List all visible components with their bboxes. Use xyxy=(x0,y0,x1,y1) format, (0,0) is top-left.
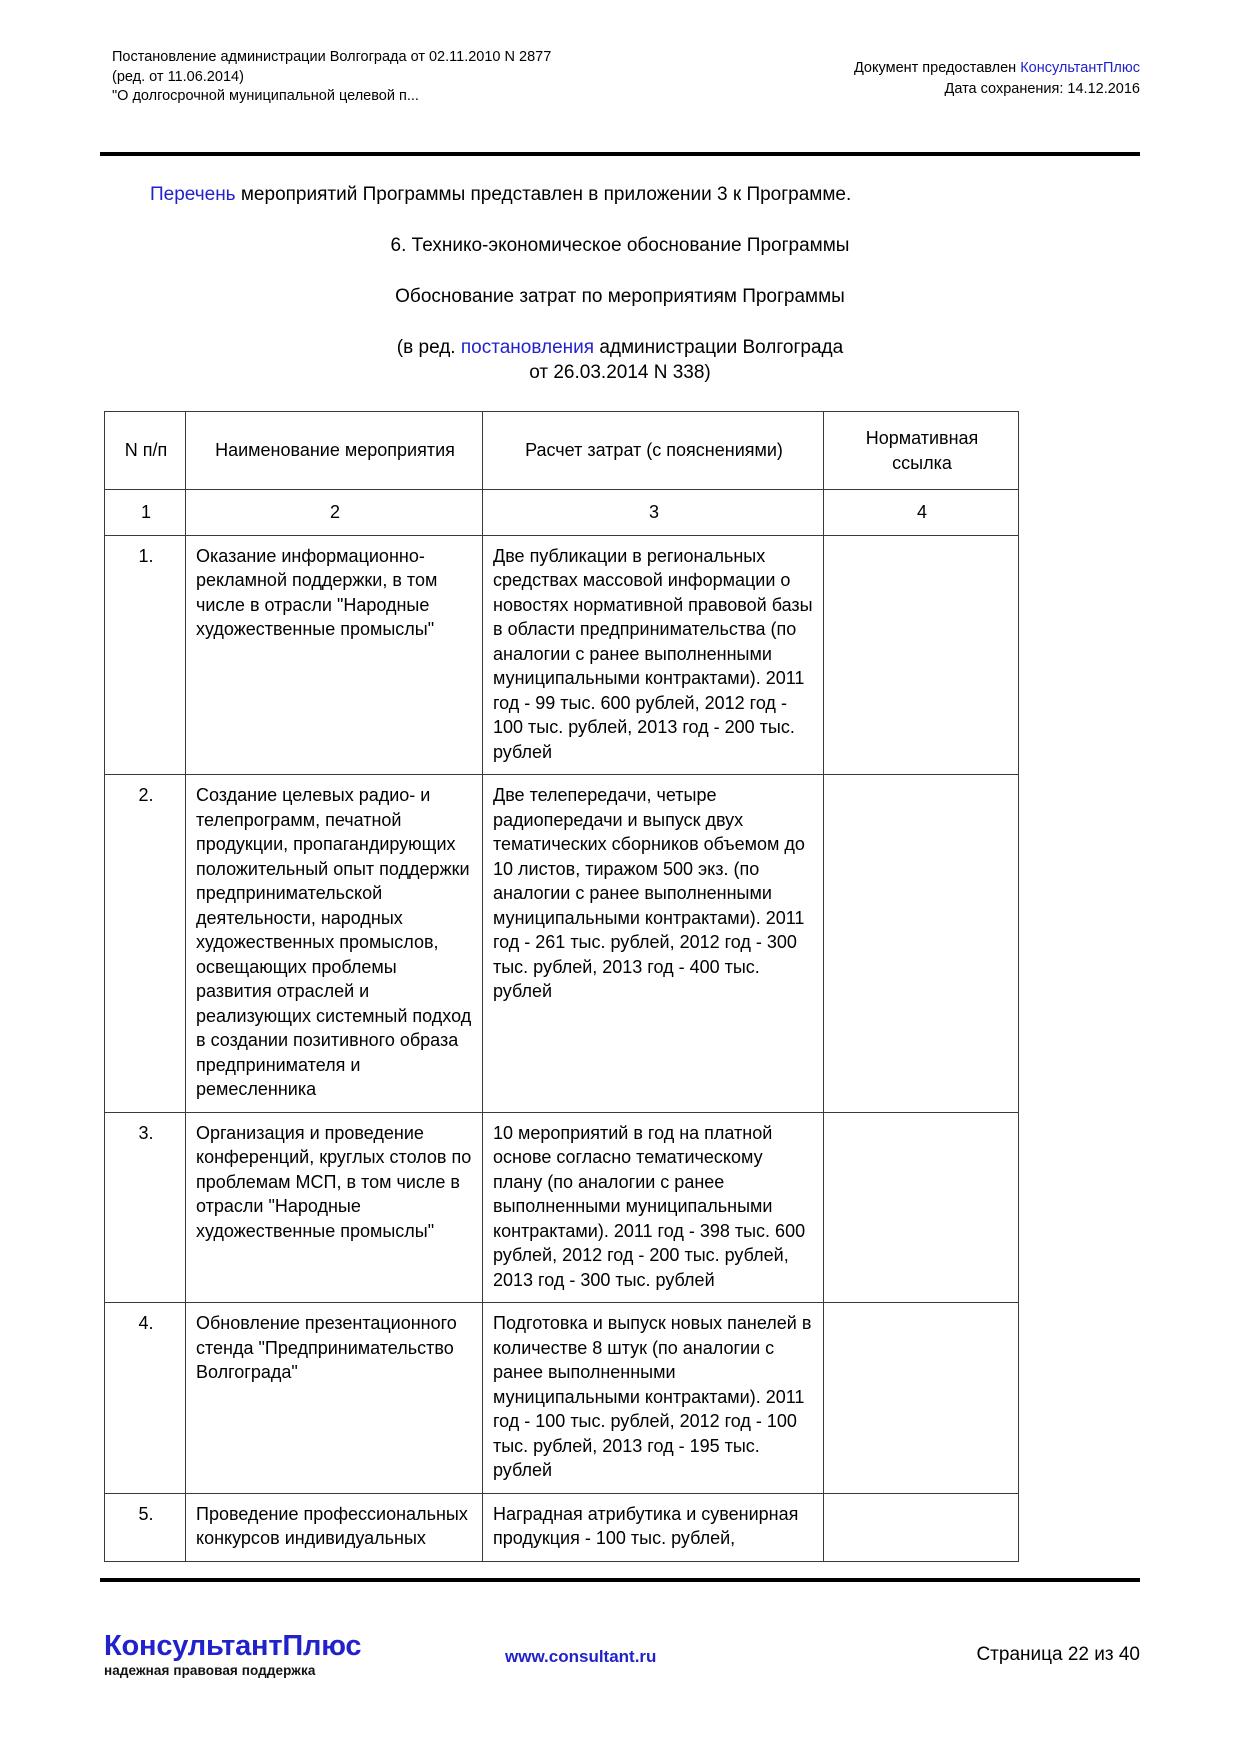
table-head xyxy=(105,412,1019,536)
measure-name-cell: Обновление презентационного стенда "Предпринимательство Волгограда" xyxy=(186,1303,483,1494)
table-column-number-row xyxy=(105,490,1019,536)
column-header-cost-calc: Расчет затрат (с пояснениями) xyxy=(483,412,824,490)
provided-by-prefix: Документ предоставлен xyxy=(853,60,1021,76)
normative-reference-cell xyxy=(824,1493,1019,1561)
document-provider-block xyxy=(620,58,1140,100)
column-header-normative-ref: Нормативная ссылка xyxy=(824,412,1019,490)
cost-calculation-cell: Две публикации в региональных средствах массовой информации о новостях нормативной правовой базы в области предпринимательства (по аналогии с ранее выполненными муниципальными контрактами). 2011 год - 99 тыс. 600 рублей, 2012 год - 100 тыс. рублей, 2013 год - 200 тыс. рублей xyxy=(483,535,824,775)
footer-divider-rule xyxy=(100,1578,1140,1582)
section-heading: 6. Технико-экономическое обоснование Программы xyxy=(390,235,850,256)
document-running-header xyxy=(0,48,1240,118)
measure-name-cell: Создание целевых радио- и телепрограмм, печатной продукции, пропагандирующих положительный опыт поддержки предпринимательской деятельности, народных художественных промыслов, освещающих проблемы развития отраслей и реализующих системный подход в создании позитивного образа предпринимателя и ремесленника xyxy=(186,775,483,1113)
table-row xyxy=(105,1303,1019,1494)
normative-reference-cell xyxy=(824,775,1019,1113)
consultant-logo-main: КонсультантПлюс xyxy=(104,1630,362,1662)
consultant-website-link[interactable]: www.consultant.ru xyxy=(505,1647,657,1666)
section-subheading: Обоснование затрат по мероприятиям Программы xyxy=(395,286,845,307)
measure-name-cell: Проведение профессиональных конкурсов индивидуальных xyxy=(186,1493,483,1561)
consultant-logo xyxy=(104,1630,361,1680)
amendment-prefix: (в ред. xyxy=(396,337,461,358)
doc-title-line-2: (ред. от 11.06.2014) xyxy=(112,68,244,85)
intro-paragraph xyxy=(100,172,1140,207)
row-number-cell: 4. xyxy=(105,1303,186,1494)
postanovleniya-link[interactable]: постановления xyxy=(460,337,595,358)
column-header-number: N п/п xyxy=(105,412,186,490)
header-divider-rule xyxy=(100,152,1140,156)
doc-title-line-3: "О долгосрочной муниципальной целевой п... xyxy=(112,88,419,104)
row-number-cell: 1. xyxy=(105,535,186,775)
column-number-4: 4 xyxy=(824,490,1019,536)
row-number-cell: 2. xyxy=(105,775,186,1113)
column-number-1: 1 xyxy=(105,490,186,536)
cost-calculation-cell: Подготовка и выпуск новых панелей в количестве 8 штук (по аналогии с ранее выполненными муниципальными контрактами). 2011 год - 100 тыс. рублей, 2012 год - 100 тыс. рублей, 2013 год - 195 тыс. рублей xyxy=(483,1303,824,1494)
cost-calculation-cell: 10 мероприятий в год на платной основе согласно тематическому плану (по аналогии с ранее выполненными муниципальными контрактами). 2011 год - 398 тыс. 600 рублей, 2012 год - 200 тыс. рублей, 2013 год - 300 тыс. рублей xyxy=(483,1112,824,1303)
document-body xyxy=(100,172,1140,1562)
doc-title-line-1: Постановление администрации Волгограда от 02.11.2010 N 2877 xyxy=(112,49,552,65)
row-number-cell: 5. xyxy=(105,1493,186,1561)
amendment-line-2: от 26.03.2014 N 338) xyxy=(529,362,711,383)
table-body xyxy=(105,535,1019,1561)
row-number-cell: 3. xyxy=(105,1112,186,1303)
table-row xyxy=(105,535,1019,775)
consultant-brand-link[interactable]: КонсультантПлюс xyxy=(1020,60,1140,76)
document-footer xyxy=(0,1630,1240,1720)
saved-date-line: Дата сохранения: 14.12.2016 xyxy=(944,81,1140,97)
calculation-table-wrapper xyxy=(100,385,1140,1562)
column-header-measure-name: Наименование мероприятия xyxy=(186,412,483,490)
consultant-logo-tagline: надежная правовая поддержка xyxy=(104,1663,316,1678)
column-number-2: 2 xyxy=(186,490,483,536)
normative-reference-cell xyxy=(824,535,1019,775)
amendment-note xyxy=(100,309,1140,385)
amendment-rest: администрации Волгограда xyxy=(594,337,844,358)
measure-name-cell: Оказание информационно-рекламной поддержки, в том числе в отрасли "Народные художественные промыслы" xyxy=(186,535,483,775)
cost-calculation-cell: Наградная атрибутика и сувенирная продукция - 100 тыс. рублей, xyxy=(483,1493,824,1561)
table-row xyxy=(105,775,1019,1113)
intro-paragraph-rest: мероприятий Программы представлен в приложении 3 к Программе. xyxy=(235,184,852,205)
measure-name-cell: Организация и проведение конференций, круглых столов по проблемам МСП, в том числе в отрасли "Народные художественные промыслы" xyxy=(186,1112,483,1303)
calculation-table xyxy=(104,411,1019,1562)
table-header-row xyxy=(105,412,1019,490)
cost-calculation-cell: Две телепередачи, четыре радиопередачи и выпуск двух тематических сборников объемом до 10 листов, тиражом 500 экз. (по аналогии с ранее выполненными муниципальными контрактами). 2011 год - 261 тыс. рублей, 2012 год - 300 тыс. рублей, 2013 год - 400 тыс. рублей xyxy=(483,775,824,1113)
provided-by-line xyxy=(620,58,1140,79)
column-number-3: 3 xyxy=(483,490,824,536)
table-row xyxy=(105,1112,1019,1303)
table-row xyxy=(105,1493,1019,1561)
perechen-link[interactable]: Перечень xyxy=(150,184,236,205)
normative-reference-cell xyxy=(824,1303,1019,1494)
normative-reference-cell xyxy=(824,1112,1019,1303)
page-number-label: Страница 22 из 40 xyxy=(976,1644,1140,1665)
